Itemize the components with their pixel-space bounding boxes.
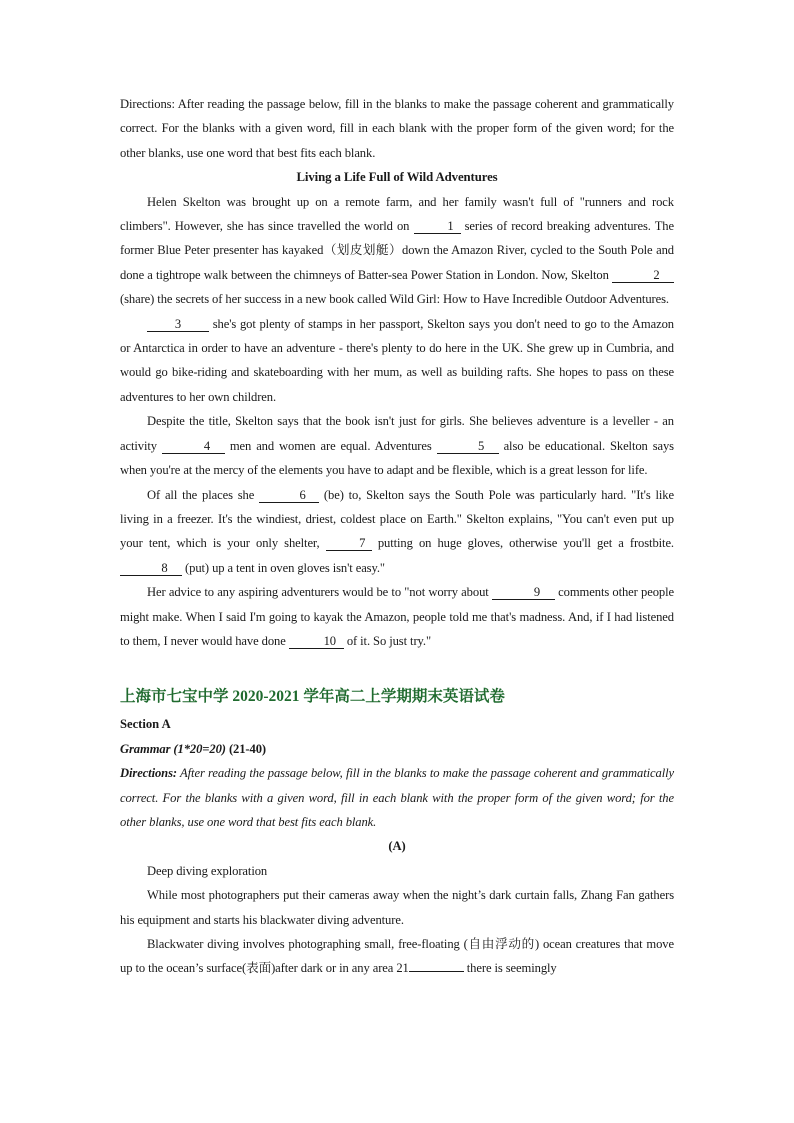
blank-5: 5 <box>437 439 499 454</box>
blank-10: 10 <box>289 634 344 649</box>
text: (put) up a tent in oven gloves isn't easy." <box>182 560 385 575</box>
directions-paragraph-2 <box>120 761 674 834</box>
blank-7: 7 <box>326 536 372 551</box>
paragraph-2 <box>120 312 674 410</box>
passage-label: (A) <box>388 839 406 854</box>
blank-8: 8 <box>120 561 182 576</box>
passage-subtitle: Deep diving exploration <box>147 863 268 878</box>
blank-3: 3 <box>147 317 209 332</box>
blank-9: 9 <box>492 585 555 600</box>
blank-4: 4 <box>162 439 225 454</box>
paragraph-3 <box>120 409 674 482</box>
directions-label: Directions: <box>120 766 177 781</box>
page-content <box>120 92 674 981</box>
text: Helen Skelton was brought up on a remote farm, and her family wasn't full of "runners and rock climbers". However, she has since travelled the world on <box>120 194 674 234</box>
text: there is seemingly <box>463 961 557 976</box>
blank-2: 2 <box>612 268 674 283</box>
directions-paragraph: Directions: After reading the passage below, fill in the blanks to make the passage coherent and grammatically correct. For the blanks with a given word, fill in each blank with the proper form of the given word; for the other blanks, use one word that best fits each blank. <box>120 97 674 160</box>
paragraph-5 <box>120 580 674 653</box>
blank-6: 6 <box>259 488 319 503</box>
text: series of record breaking adventures. The former Blue Peter presenter has kayaked（划皮划艇）down the Amazon River, cycled to the South Pole and done a tightrope walk between the chimneys of Batter-sea Power Station in London. Now, Skelton <box>120 219 674 282</box>
passage-title: Living a Life Full of Wild Adventures <box>296 170 498 185</box>
text: (be) to, Skelton says the South Pole was particularly hard. "It's like living in a freezer. It's the windiest, driest, coldest place on Earth." Skelton explains, "You can't even put up your tent, which is your only shelter, <box>120 487 674 551</box>
section-heading: Section A <box>120 717 171 732</box>
grammar-range: (21-40) <box>225 741 267 756</box>
blank-21 <box>409 971 464 972</box>
passage-paragraph-1: While most photographers put their cameras away when the night’s dark curtain falls, Zhang Fan gathers his equipment and starts his blackwater diving adventure. <box>120 888 674 927</box>
text: men and women are equal. Adventures <box>224 438 437 453</box>
text: Of all the places she <box>147 487 260 502</box>
text: putting on huge gloves, otherwise you'll get a frostbite. <box>371 536 674 551</box>
text: Blackwater diving involves photographing small, free-floating (自由浮动的) ocean creatures that move up to the ocean’s surface(表面)after dark or in any area 21 <box>120 937 674 976</box>
text: also be educational. Skelton says when you're at the mercy of the elements you have to adapt and be flexible, which is a great lesson for life. <box>120 438 674 478</box>
text: she's got plenty of stamps in her passport, Skelton says you don't need to go to the Amazon or Antarctica in order to have an adventure - there's plenty to do here in the UK. She grew up in Cumbria, and would go bike-riding and skateboarding with her mum, as well as building rafts. She hopes to pass on these adventures to her own children. <box>120 316 674 404</box>
text: (share) the secrets of her success in a new book called Wild Girl: How to Have Incredible Outdoor Adventures. <box>120 292 669 307</box>
passage-paragraph-2 <box>120 932 674 981</box>
blank-1: 1 <box>414 219 461 234</box>
text: of it. So just try." <box>343 633 432 648</box>
directions-text: After reading the passage below, fill in the blanks to make the passage coherent and grammatically correct. For the blanks with a given word, fill in each blank with the proper form of the given word; for the other blanks, use one word that best fits each blank. <box>120 766 674 829</box>
grammar-label: Grammar (1*20=20) <box>120 741 226 756</box>
paragraph-4 <box>120 483 674 581</box>
text: comments other people might make. When I said I'm going to kayak the Amazon, people told me that's madness. And, if I had listened to them, I never would have done <box>120 585 674 648</box>
school-exam-title: 上海市七宝中学 2020-2021 学年高二上学期期末英语试卷 <box>120 688 505 706</box>
text: Her advice to any aspiring adventurers would be to "not worry about <box>147 585 492 600</box>
grammar-heading <box>120 737 674 761</box>
paragraph-1 <box>120 190 674 312</box>
text: Despite the title, Skelton says that the book isn't just for girls. She believes adventure is a leveller - an activity <box>120 414 674 453</box>
